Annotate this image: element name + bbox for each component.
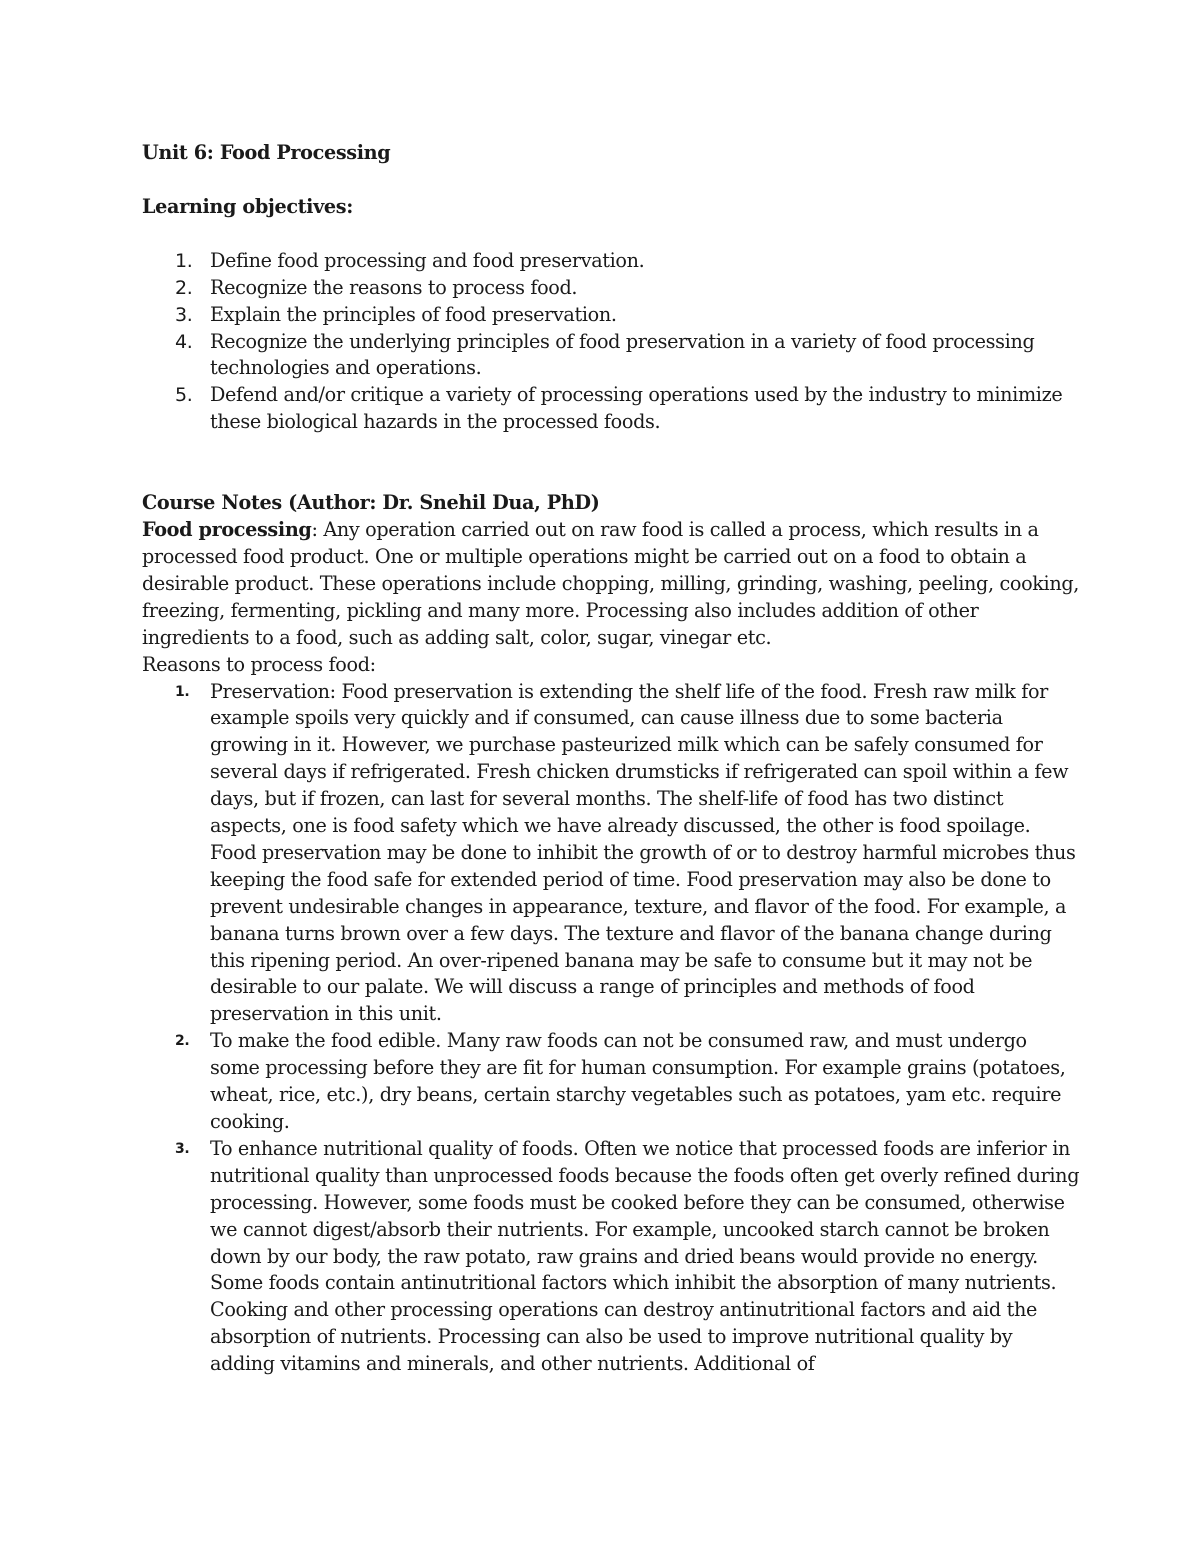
reason-number: 2. bbox=[175, 1033, 190, 1050]
reason-number: 1. bbox=[175, 683, 190, 700]
reason-item bbox=[142, 1028, 1082, 1136]
course-notes-heading: Course Notes (Author: Dr. Snehil Dua, PhD) bbox=[142, 491, 600, 515]
reasons-list bbox=[142, 679, 1082, 1379]
objective-item bbox=[142, 382, 1082, 436]
objective-text: Recognize the underlying principles of food preservation in a variety of food processing technologies and operations. bbox=[210, 329, 1035, 380]
reason-item bbox=[142, 679, 1082, 1029]
unit-title: Unit 6: Food Processing bbox=[142, 141, 391, 164]
reason-text: To enhance nutritional quality of foods. Often we notice that processed foods are inferior in nutritional quality than unprocessed foods because the foods often get overly refined during processing. However, some foods must be cooked before they can be consumed, otherwise we cannot digest/absorb their nutrients. For example, uncooked starch cannot be broken down by our body, the raw potato, raw grains and dried beans would provide no energy. Some foods contain antinutritional factors which inhibit the absorption of many nutrients. Cooking and other processing operations can destroy antinutritional factors and aid the absorption of nutrients. Processing can also be used to improve nutritional quality by adding vitamins and minerals, and other nutrients. Additional of bbox=[210, 1136, 1080, 1376]
objective-number: 4. bbox=[175, 330, 193, 353]
reason-text: To make the food edible. Many raw foods can not be consumed raw, and must undergo some processing before they are fit for human consumption. For example grains (potatoes, wheat, rice, etc.), dry beans, certain starchy vegetables such as potatoes, yam etc. require cooking. bbox=[210, 1029, 1066, 1133]
food-processing-term: Food processing bbox=[142, 518, 312, 542]
objective-item bbox=[142, 275, 1082, 302]
reason-number: 3. bbox=[175, 1140, 190, 1157]
objectives-heading: Learning objectives: bbox=[142, 194, 353, 218]
reason-item bbox=[142, 1136, 1082, 1378]
food-processing-paragraph bbox=[142, 517, 1082, 652]
reasons-heading: Reasons to process food: bbox=[142, 652, 376, 676]
objective-number: 3. bbox=[175, 303, 193, 326]
document-page bbox=[142, 140, 1082, 1378]
objective-text: Define food processing and food preservation. bbox=[210, 248, 645, 272]
reason-text: Preservation: Food preservation is extending the shelf life of the food. Fresh raw milk for example spoils very quickly and if consumed, can cause illness due to some bacteria growing in it. However, we purchase pasteurized milk which can be safely consumed for several days if refrigerated. Fresh chicken drumsticks if refrigerated can spoil within a few days, but if frozen, can last for several months. The shelf-life of food has two distinct aspects, one is food safety which we have already discussed, the other is food spoilage. Food preservation may be done to inhibit the growth of or to destroy harmful microbes thus keeping the food safe for extended period of time. Food preservation may also be done to prevent undesirable changes in appearance, texture, and flavor of the food. For example, a banana turns brown over a few days. The texture and flavor of the banana change during this ripening period. An over-ripened banana may be safe to consume but it may not be desirable to our palate. We will discuss a range of principles and methods of food preservation in this unit. bbox=[210, 679, 1076, 1026]
objective-number: 2. bbox=[175, 276, 193, 299]
objective-number: 1. bbox=[175, 249, 193, 272]
objective-number: 5. bbox=[175, 384, 193, 407]
objective-text: Recognize the reasons to process food. bbox=[210, 275, 578, 299]
objective-item bbox=[142, 248, 1082, 275]
objectives-list bbox=[142, 248, 1082, 436]
food-processing-definition: : Any operation carried out on raw food is called a process, which results in a processed food product. One or multiple operations might be carried out on a food to obtain a desirable product. These operations include chopping, milling, grinding, washing, peeling, cooking, freezing, fermenting, pickling and many more. Processing also includes addition of other ingredients to a food, such as adding salt, color, sugar, vinegar etc. bbox=[142, 518, 1080, 649]
objective-text: Explain the principles of food preservation. bbox=[210, 302, 617, 326]
objective-item bbox=[142, 329, 1082, 383]
objective-item bbox=[142, 302, 1082, 329]
objective-text: Defend and/or critique a variety of processing operations used by the industry to minimize these biological hazards in the processed foods. bbox=[210, 383, 1063, 434]
